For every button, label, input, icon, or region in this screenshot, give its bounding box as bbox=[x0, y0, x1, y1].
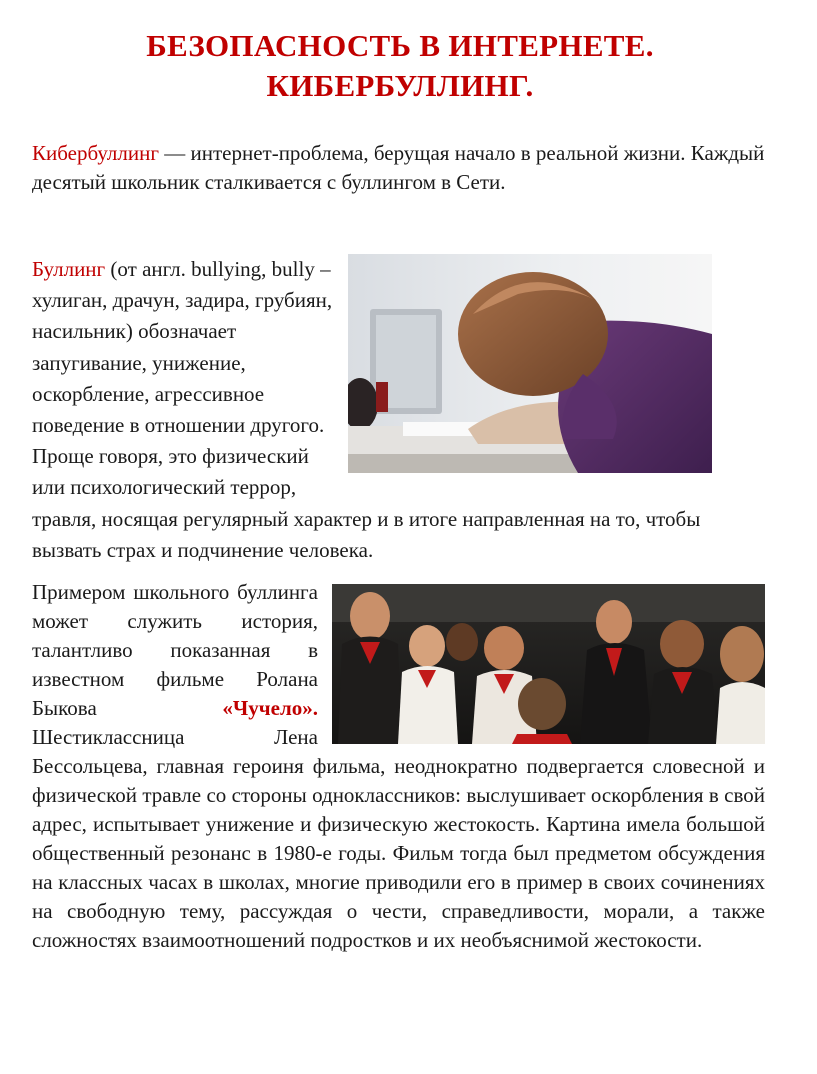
intro-paragraph bbox=[32, 139, 772, 197]
film-title: «Чучело». bbox=[222, 696, 318, 720]
page-title bbox=[0, 26, 800, 106]
bullying-term: Буллинг bbox=[32, 257, 106, 281]
sad-student-photo bbox=[348, 254, 712, 473]
example-paragraph bbox=[32, 578, 765, 955]
film-still-photo bbox=[332, 584, 765, 744]
example-text-after: Шестиклассница Лена Бессольцева, главная героиня фильма, неоднократно подвергается словесной и физической травле со стороны одноклассников: выслушивает оскорбления в свой адрес, испытывает унижение и физическую жестокость. Картина имела большой общественный резонанс в 1980-е годы. Фильм тогда был предметом обсуждения на классных часах в школах, многие приводили его в пример в своих сочинениях на свободную тему, рассуждая о чести, справедливости, морали, а также сложностях взаимоотношений подростков и их необъяснимой жестокости. bbox=[32, 725, 765, 952]
intro-text: — интернет-проблема, берущая начало в реальной жизни. Каждый десятый школьник сталкивается с буллингом в Сети. bbox=[32, 141, 765, 194]
bullying-text: (от англ. bullying, bully – хулиган, драчун, задира, грубиян, насильник) обозначает запугивание, унижение, оскорбление, агрессивное поведение в отношении другого. Проще говоря, это физический или психологический террор, травля, носящая регулярный характер и в итоге направленная на то, чтобы вызвать страх и подчинение человека. bbox=[32, 257, 701, 562]
intro-term: Кибербуллинг bbox=[32, 141, 159, 165]
title-line-1: БЕЗОПАСНОСТЬ В ИНТЕРНЕТЕ. bbox=[146, 28, 654, 63]
sad-student-illustration bbox=[348, 254, 712, 473]
bullying-paragraph bbox=[32, 254, 712, 566]
film-still-illustration bbox=[332, 584, 765, 744]
example-text-before: Примером школьного буллинга может служить история, талантливо показанная в известном фильме Ролана Быкова bbox=[32, 580, 318, 720]
title-line-2: КИБЕРБУЛЛИНГ. bbox=[266, 68, 534, 103]
